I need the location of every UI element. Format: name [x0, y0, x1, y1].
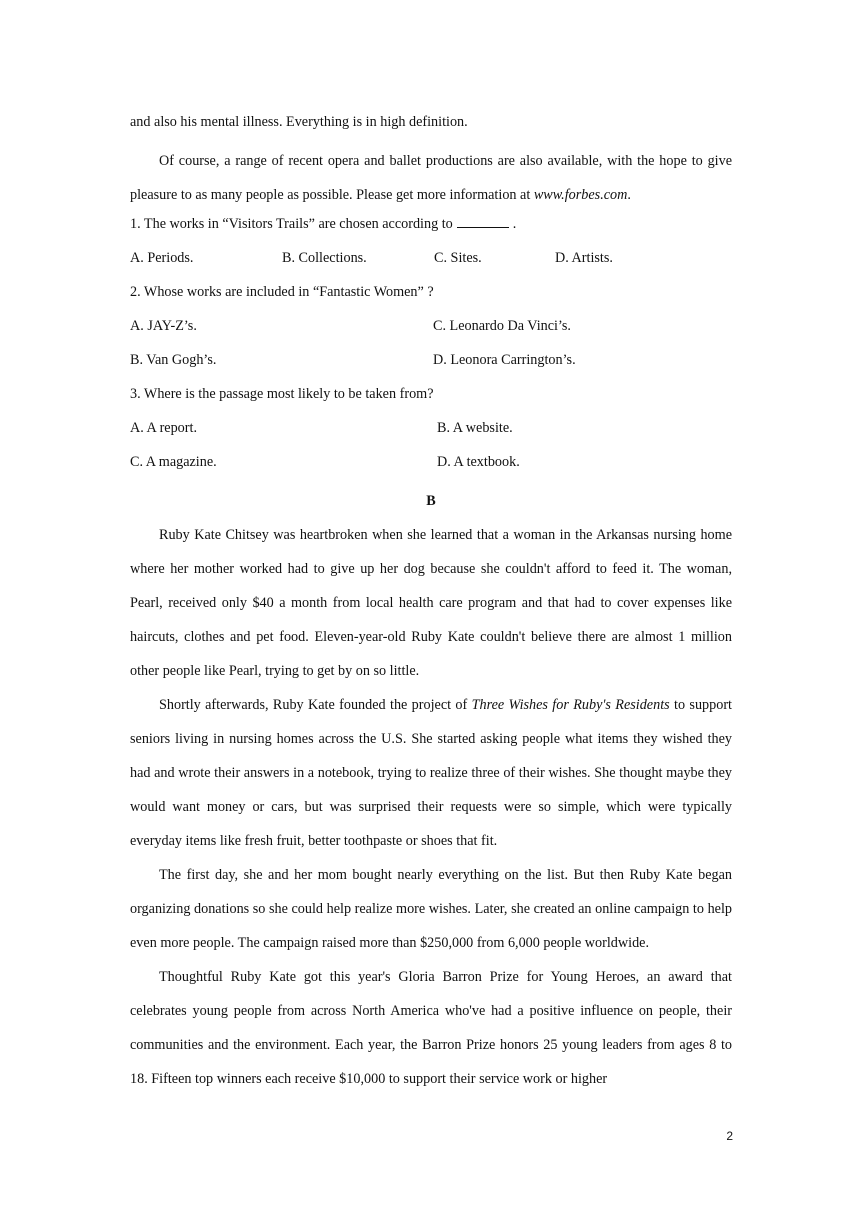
- paragraph-text: Of course, a range of recent opera and ballet productions are also available, with the hope to give pleasure to as many people as possible. Please get more information at: [130, 153, 732, 203]
- continued-text: and also his mental illness. Everything is in high definition.: [130, 114, 468, 130]
- option-c: C. A magazine.: [130, 454, 217, 470]
- question-1: [130, 212, 732, 246]
- paragraph-3: The first day, she and her mom bought nearly everything on the list. But then Ruby Kate began organizing donations so she could help realize more wishes. Later, she created an online campaign to help even more people. The campaign raised more than $250,000 from 6,000 people worldwide.: [130, 867, 732, 951]
- question-3: 3. Where is the passage most likely to be taken from?: [130, 386, 434, 402]
- option-c: C. Sites.: [434, 250, 482, 266]
- option-b: B. Collections.: [282, 250, 367, 266]
- page-number: 2: [726, 1129, 733, 1143]
- option-a: A. A report.: [130, 420, 197, 436]
- paragraph-4: Thoughtful Ruby Kate got this year's Gloria Barron Prize for Young Heroes, an award that celebrates young people from across North America who've had a positive influence on people, their communities and the environment. Each year, the Barron Prize honors 25 young leaders from ages 8 to 18. Fifteen top winners each receive $10,000 to support their service work or higher: [130, 969, 732, 1087]
- option-a: A. JAY-Z’s.: [130, 318, 197, 334]
- option-d: D. A textbook.: [437, 454, 520, 470]
- option-d: D. Leonora Carrington’s.: [433, 352, 576, 368]
- option-b: B. Van Gogh’s.: [130, 352, 217, 368]
- question-2-options-row2: [130, 348, 732, 382]
- paragraph-end: .: [627, 187, 631, 203]
- section-heading: B: [426, 493, 436, 509]
- question-1-stem: 1. The works in “Visitors Trails” are chosen according to: [130, 216, 453, 232]
- paragraph-1: Ruby Kate Chitsey was heartbroken when she learned that a woman in the Arkansas nursing home where her mother worked had to give up her dog because she couldn't afford to feed it. The woman, Pearl, received only $40 a month from local health care program and that had to cover expenses like haircuts, clothes and pet food. Eleven-year-old Ruby Kate couldn't believe there are almost 1 million other people like Pearl, trying to get by on so little.: [130, 527, 732, 679]
- answer-blank: [457, 213, 509, 228]
- project-title: Three Wishes for Ruby's Residents: [471, 697, 670, 713]
- question-2: 2. Whose works are included in “Fantastic Women” ?: [130, 284, 434, 300]
- question-1-options: [130, 246, 732, 280]
- question-3-options-row2: [130, 450, 732, 484]
- question-2-options-row1: [130, 314, 732, 348]
- website-link: www.forbes.com: [533, 187, 628, 203]
- paragraph-text: to support seniors living in nursing homes across the U.S. She started asking people what items they wished they had and wrote their answers in a notebook, trying to realize three of their wishes. She thought maybe they would want money or cars, but was surprised their requests were so simple, which were typically everyday items like fresh fruit, better toothpaste or shoes that fit.: [130, 697, 732, 849]
- paragraph-opera: [130, 144, 732, 212]
- option-d: D. Artists.: [555, 250, 613, 266]
- question-1-end: .: [512, 216, 517, 232]
- option-b: B. A website.: [437, 420, 513, 436]
- question-3-options-row1: [130, 416, 732, 450]
- option-c: C. Leonardo Da Vinci’s.: [433, 318, 571, 334]
- paragraph-2: [130, 688, 732, 858]
- text-column: [130, 110, 732, 1096]
- paragraph-text: Shortly afterwards, Ruby Kate founded the project of: [159, 697, 472, 713]
- option-a: A. Periods.: [130, 250, 194, 266]
